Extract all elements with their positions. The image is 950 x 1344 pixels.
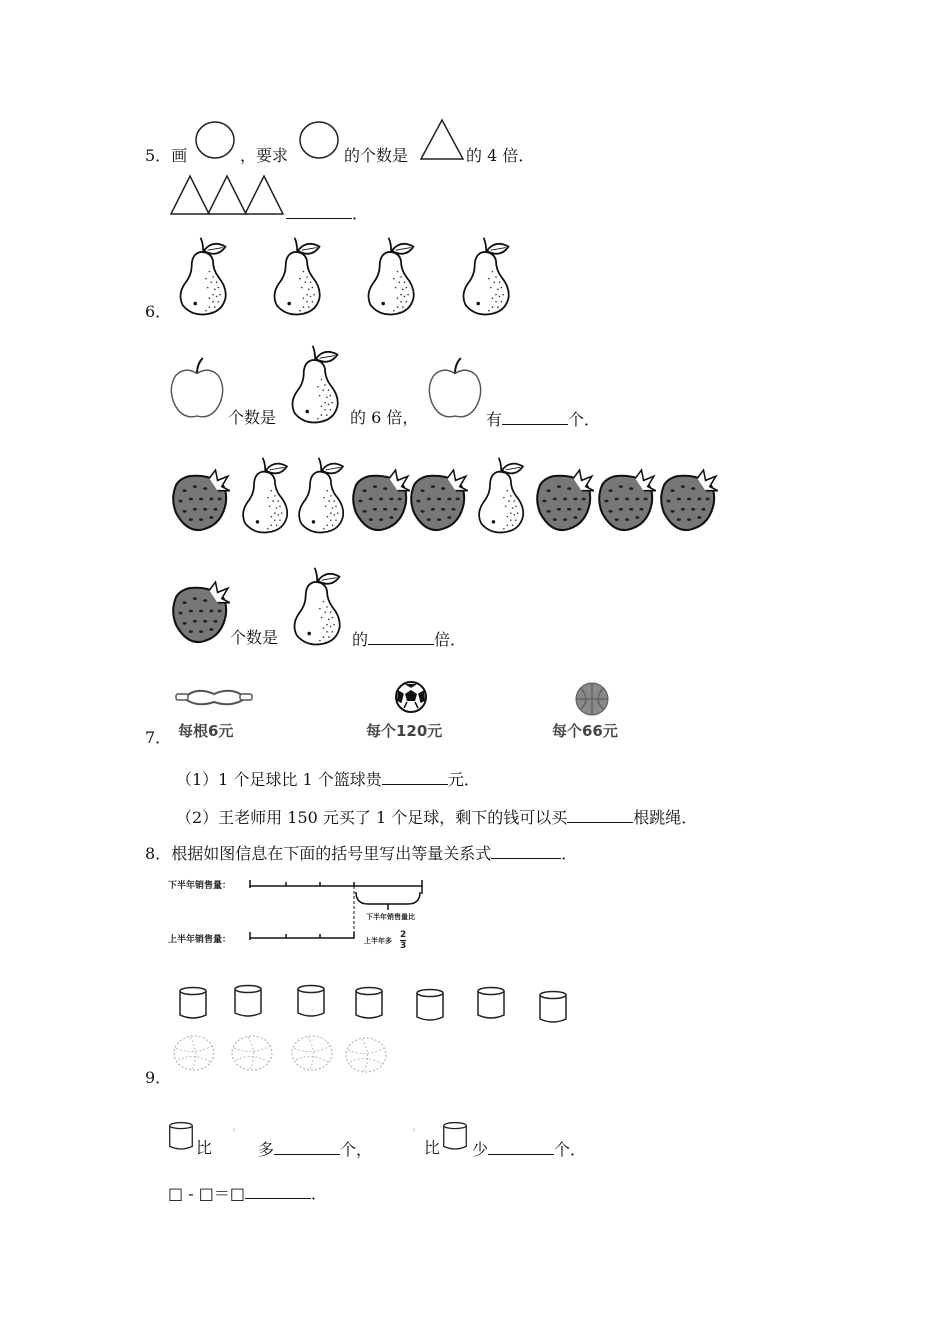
label-lower-half: 下半年销售量： [168, 881, 232, 891]
pear-icon [286, 566, 352, 646]
strawberry-icon [594, 468, 656, 534]
cup-icon [168, 1120, 194, 1152]
pear-icon [292, 456, 354, 534]
q9-bi2: 比 [424, 1138, 441, 1157]
q6-line2-blank[interactable] [368, 628, 434, 645]
q5-line [145, 146, 187, 166]
circle-shape [194, 120, 238, 162]
basketball-icon [574, 682, 610, 716]
strawberry-icon [168, 580, 230, 646]
soccer-price: 每个120元 [366, 722, 443, 740]
strawberry-icon [348, 468, 410, 534]
q5-text-draw: 画 [171, 146, 188, 165]
q7-sub1-blank[interactable] [382, 768, 448, 785]
q6-line1-count: 个数是 [228, 408, 277, 427]
q9-bi: 比 [196, 1138, 213, 1157]
apple-icon [426, 356, 484, 424]
rope-price: 每根6元 [178, 722, 234, 740]
soccer-ball-icon [394, 680, 428, 714]
ball-icon [344, 1036, 388, 1074]
pear-icon [236, 456, 298, 534]
cup-icon [233, 984, 263, 1018]
q7-sub2: （2）王老师用 150 元买了 1 个足球，剩下的钱可以买 根跳绳． [176, 808, 698, 827]
q8-blank[interactable] [491, 842, 561, 859]
cup-icon [538, 990, 568, 1024]
q5-answer-blank[interactable] [286, 202, 352, 219]
q7-number: 7． [145, 728, 172, 747]
q7-sub1: （1）1 个足球比 1 个篮球贵 元． [176, 770, 480, 789]
triangle-shape [420, 118, 466, 162]
pear-icon [455, 236, 521, 316]
q6-line2-answer: 的 倍． [352, 630, 467, 649]
label-upper-half: 上半年销售量： [168, 935, 232, 945]
jump-rope-icon [176, 684, 254, 712]
q9-part1: 多 个， [258, 1140, 373, 1159]
cup-icon [354, 986, 384, 1020]
segment-diagram [168, 872, 438, 958]
q9-number: 9． [145, 1068, 172, 1087]
q9-equation-blank[interactable] [245, 1182, 311, 1199]
basketball-price: 每个66元 [552, 722, 618, 740]
note-top: 下半年销售量比 [366, 913, 415, 921]
q5-number: 5． [145, 146, 172, 165]
note-bottom: 上半年多 [364, 937, 392, 945]
cup-icon [415, 988, 445, 1022]
cup-icon [476, 986, 506, 1020]
ball-icon [290, 1034, 334, 1072]
q6-line1-blank[interactable] [502, 408, 568, 425]
q9-blank-more[interactable] [274, 1138, 340, 1155]
q9-part2: 少 个． [472, 1140, 587, 1159]
q6-line2-count: 个数是 [230, 628, 279, 647]
pear-icon [266, 236, 332, 316]
q5-text-count: 的个数是 [344, 146, 409, 165]
apple-icon [168, 356, 226, 424]
pear-icon [360, 236, 426, 316]
q9-equation: □ - □＝□ [168, 1184, 245, 1203]
cup-icon [178, 986, 208, 1020]
strawberry-icon [656, 468, 718, 534]
q6-line1-answer: 有 个． [486, 410, 601, 429]
q5-answer-line [286, 202, 368, 224]
strawberry-icon [532, 468, 594, 534]
strawberry-icon [406, 468, 468, 534]
q9-equation-line: □ - □＝□ ． [168, 1184, 327, 1203]
pear-icon [472, 456, 534, 534]
q8-line: 8．根据如图信息在下面的括号里写出等量关系式 ． [145, 844, 578, 863]
q5-text-require: ，要求 [240, 146, 289, 165]
q6-number: 6． [145, 302, 172, 321]
ball-icon [230, 1034, 274, 1072]
q6-line1-times6: 的 6 倍， [350, 408, 419, 427]
pear-icon [284, 344, 350, 424]
faint-ball-icon [216, 1126, 256, 1156]
faint-ball-icon [400, 1126, 420, 1156]
ball-icon [172, 1034, 216, 1072]
q7-sub2-blank[interactable] [567, 806, 633, 823]
q9-blank-less[interactable] [488, 1138, 554, 1155]
strawberry-icon [168, 468, 230, 534]
q5-end: ． [352, 204, 369, 223]
pear-icon [172, 236, 238, 316]
circle-shape [298, 120, 342, 162]
triangle-row [170, 174, 284, 216]
cup-icon [296, 984, 326, 1018]
fraction: 2 3 [400, 930, 407, 951]
cup-icon [442, 1120, 468, 1152]
q5-text-times4: 的 4 倍． [466, 146, 535, 165]
